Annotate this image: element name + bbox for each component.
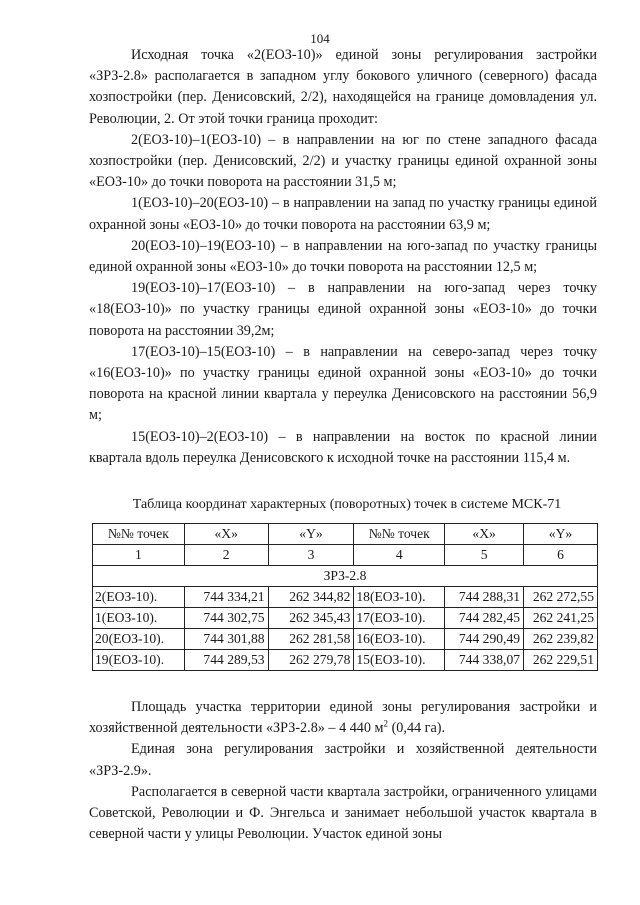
point-name: 17(ЕОЗ-10). [354,608,445,629]
y-value: 262 272,55 [524,587,598,608]
header-y-2: «Y» [524,524,598,545]
paragraph-segment-1-20: 1(ЕОЗ-10)–20(ЕОЗ-10) – в направлении на запад по участку границы единой охранной зоны «ЕОЗ-10» до точки поворота на расстоянии 63,9 м; [89,195,597,233]
paragraph-segment-19-17: 19(ЕОЗ-10)–17(ЕОЗ-10) – в направлении на юго-запад через точку «18(ЕОЗ-10)» по участку границы единой охранной зоны «ЕОЗ-10» до точки поворота на расстоянии 39,2м; [89,280,597,339]
header-x-1: «X» [184,524,268,545]
zone-summary [89,697,597,845]
point-name: 20(ЕОЗ-10). [93,629,185,650]
point-name: 1(ЕОЗ-10). [93,608,185,629]
table-header-row [93,524,598,545]
y-value: 262 345,43 [268,608,354,629]
column-number: 6 [524,545,598,566]
paragraph-segment-2-1: 2(ЕОЗ-10)–1(ЕОЗ-10) – в направлении на юг по стене западного фасада хозпостройки (пер. Денисовский, 2/2) и участку границы единой охранной зоны «ЕОЗ-10» до точки поворота на расстоянии 31,5 м; [89,131,597,191]
header-x-2: «X» [445,524,524,545]
paragraph-segment-20-19: 20(ЕОЗ-10)–19(ЕОЗ-10) – в направлении на юго-запад по участку границы единой охранной зоны «ЕОЗ-10» до точки поворота на расстоянии 12,5 м; [89,237,597,276]
header-y-1: «Y» [268,524,354,545]
paragraph-segment-17-15: 17(ЕОЗ-10)–15(ЕОЗ-10) – в направлении на северо-запад через точку «16(ЕОЗ-10)» по участку границы единой охранной зоны «ЕОЗ-10» до точки поворота на красной линии квартала у переулка Денисовского на расстоянии 56,9 м; [89,343,597,424]
y-value: 262 241,25 [524,608,598,629]
x-value: 744 334,21 [184,587,268,608]
x-value: 744 302,75 [184,608,268,629]
y-value: 262 281,58 [268,629,354,650]
boundary-description [89,45,597,469]
x-value: 744 288,31 [445,587,524,608]
area-paragraph [89,697,597,739]
table-row [93,629,598,650]
paragraph-segment-15-2: 15(ЕОЗ-10)–2(ЕОЗ-10) – в направлении на восток по красной линии квартала вдоль переулка Денисовского к исходной точке на расстоянии 115,4 м. [89,428,597,466]
y-value: 262 229,51 [524,650,598,671]
point-name: 16(ЕОЗ-10). [354,629,445,650]
x-value: 744 282,45 [445,608,524,629]
header-points-2: №№ точек [354,524,445,545]
x-value: 744 301,88 [184,629,268,650]
y-value: 262 239,82 [524,629,598,650]
zone-group-label: ЗРЗ-2.8 [93,566,598,587]
point-name: 2(ЕОЗ-10). [93,587,185,608]
coordinates-table [92,523,598,671]
coordinates-table-wrapper [92,523,598,671]
area-tail: (0,44 га). [388,720,446,737]
table-column-numbers-row [93,545,598,566]
table-row [93,587,598,608]
table-group-row [93,566,598,587]
column-number: 2 [184,545,268,566]
zone-2-9-description: Располагается в северной части квартала застройки, ограниченного улицами Советской, Революции и Ф. Энгельса и занимает небольшой участок квартала в северной части у улицы Революции. Участок единой зоны [89,783,597,843]
point-name: 19(ЕОЗ-10). [93,650,185,671]
page-number: 104 [310,31,330,46]
header-points-1: №№ точек [93,524,185,545]
column-number: 3 [268,545,354,566]
area-text: Площадь участка территории единой зоны регулирования застройки и хозяйственной деятельности «ЗРЗ-2.8» – 4 440 м [89,699,597,737]
column-number: 1 [93,545,185,566]
x-value: 744 289,53 [184,650,268,671]
y-value: 262 279,78 [268,650,354,671]
paragraph-start-point: Исходная точка «2(ЕОЗ-10)» единой зоны регулирования застройки «ЗРЗ-2.8» располагается в западном углу бокового уличного (северного) фасада хозпостройки (пер. Денисовский, 2/2), находящейся на границе домовладения ул. Революции, 2. От этой точки граница проходит: [89,47,597,127]
point-name: 15(ЕОЗ-10). [354,650,445,671]
zone-2-9-heading: Единая зона регулирования застройки и хозяйственной деятельности «ЗРЗ-2.9». [89,741,597,779]
point-name: 18(ЕОЗ-10). [354,587,445,608]
table-row [93,650,598,671]
table-title: Таблица координат характерных (поворотных) точек в системе МСК-71 [132,497,562,513]
document-body [89,45,597,845]
column-number: 5 [445,545,524,566]
x-value: 744 338,07 [445,650,524,671]
area-unit-exponent: 2 [383,718,389,729]
column-number: 4 [354,545,445,566]
y-value: 262 344,82 [268,587,354,608]
x-value: 744 290,49 [445,629,524,650]
table-row [93,608,598,629]
